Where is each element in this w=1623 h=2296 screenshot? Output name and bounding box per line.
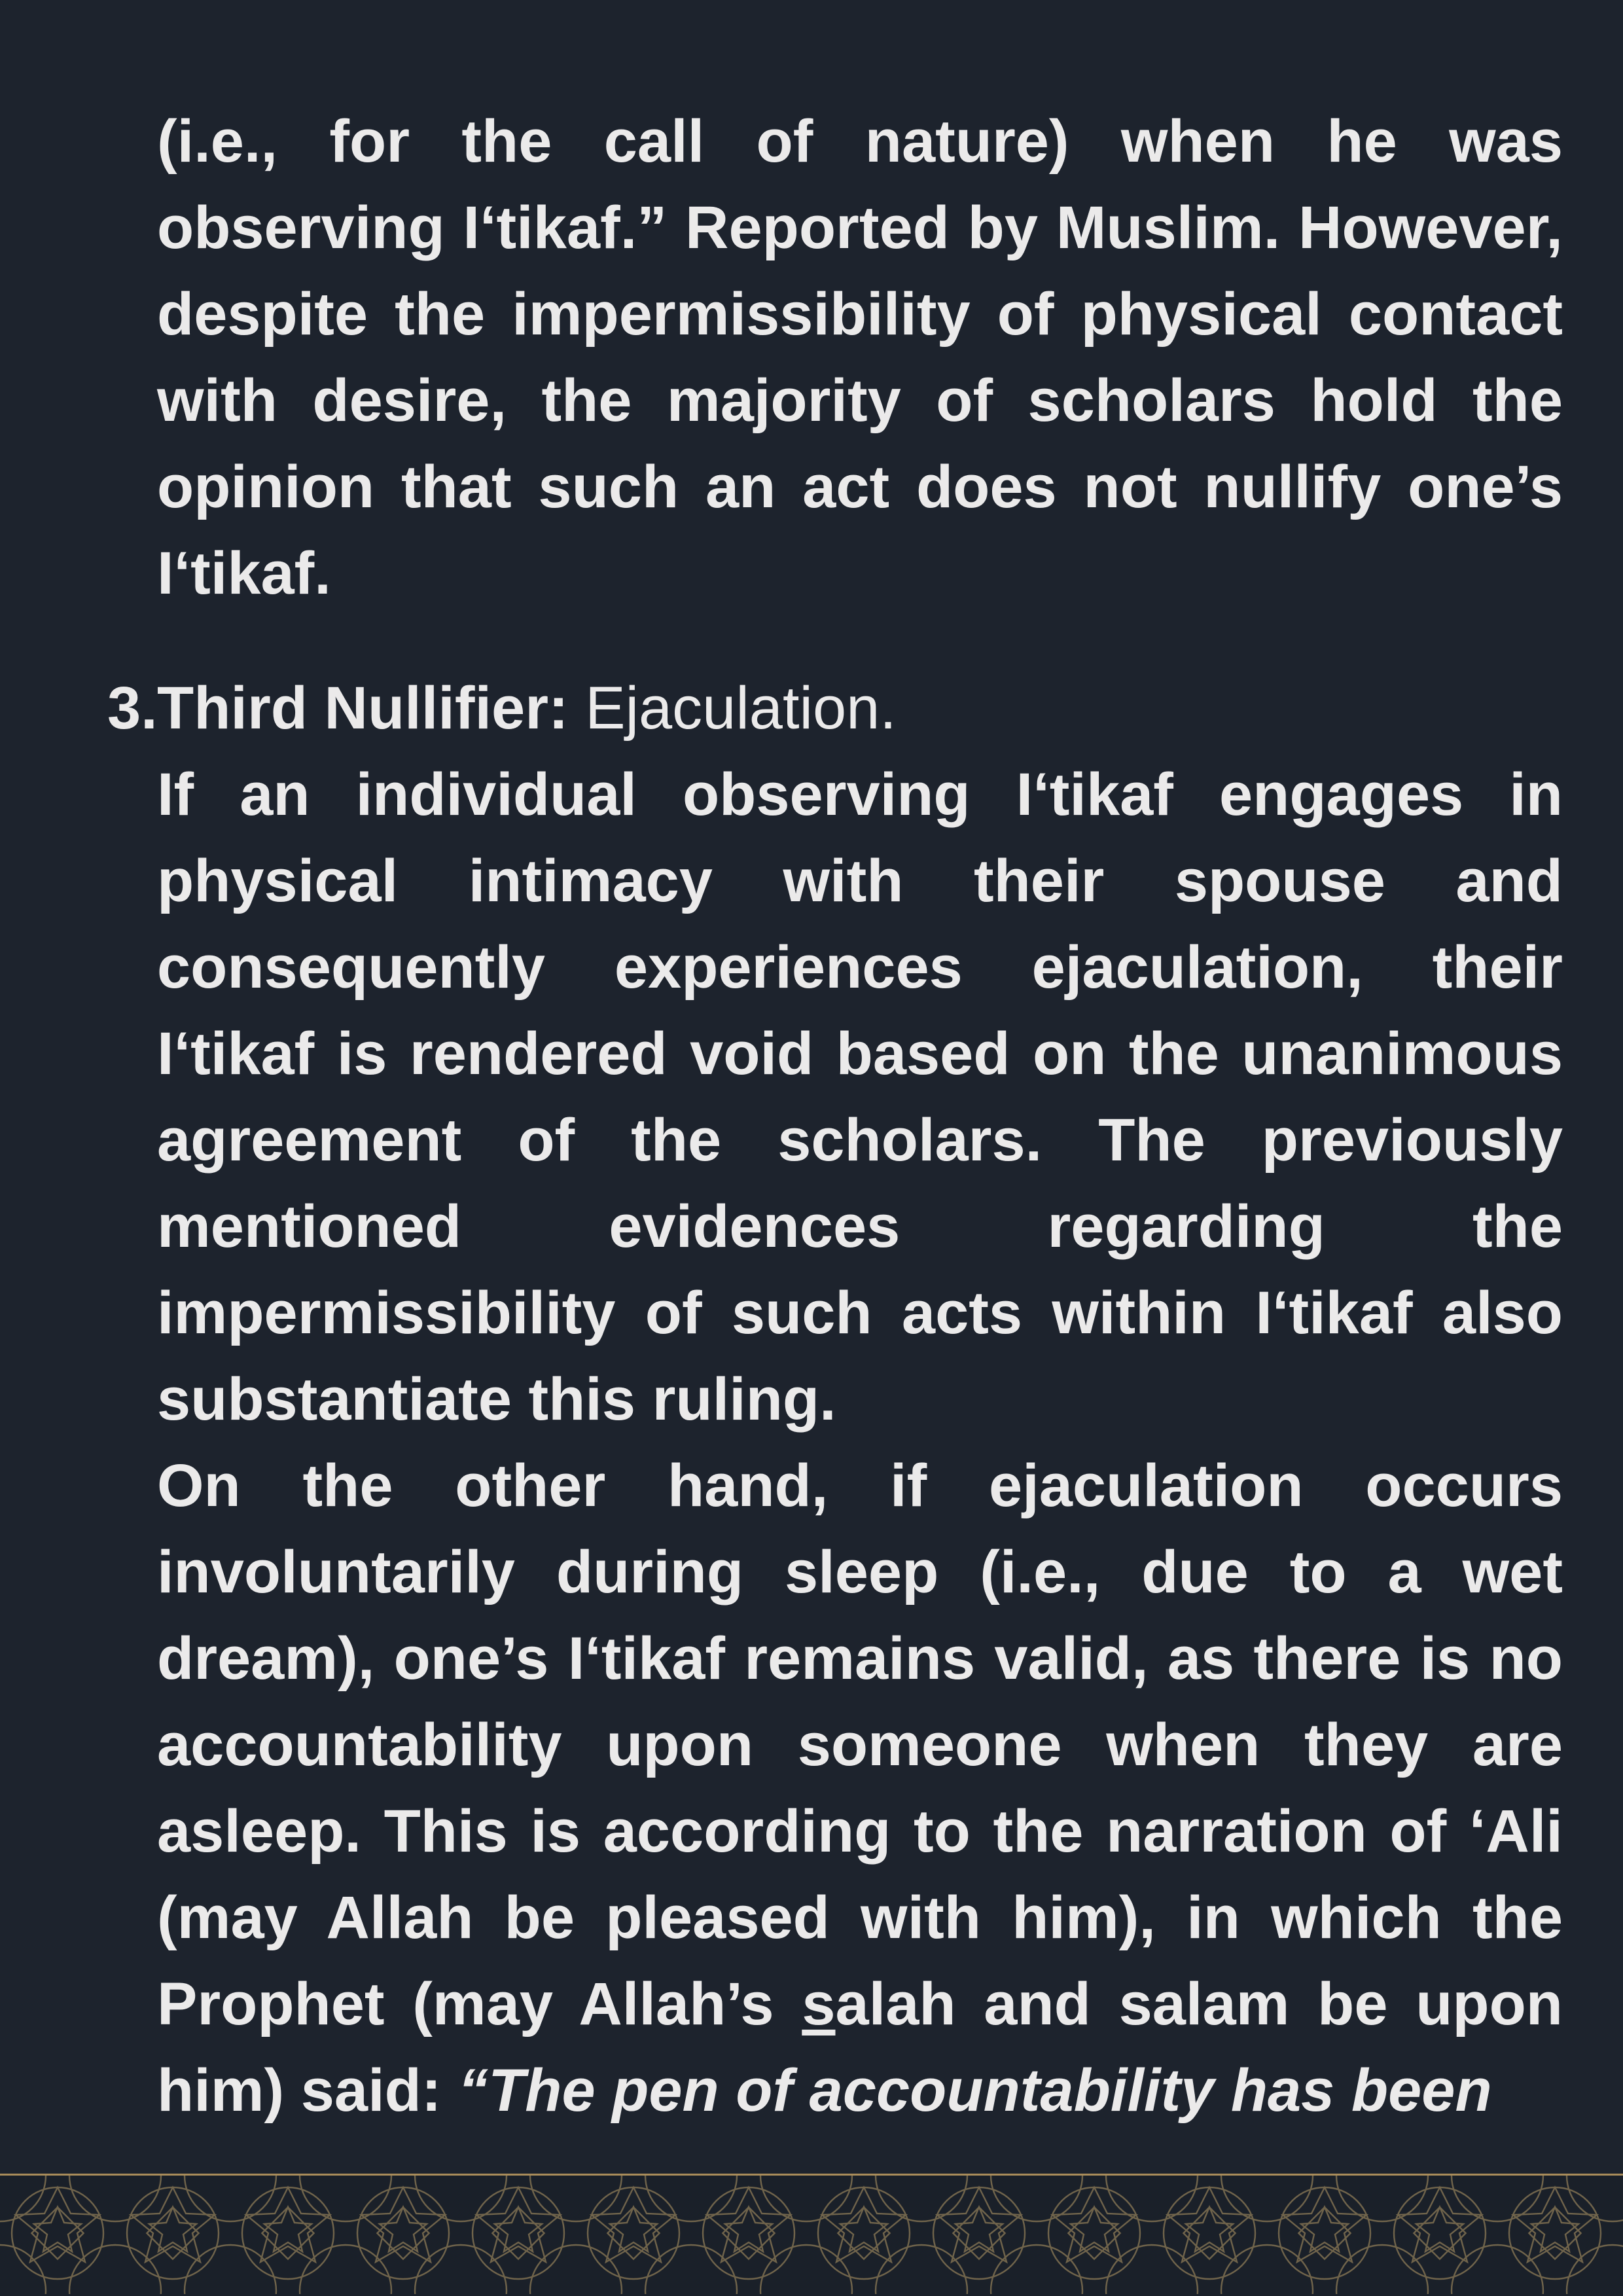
footer-ornament-band	[0, 2174, 1623, 2296]
section-number: 3.	[107, 675, 158, 742]
paragraph-involuntary-text-cont: alah and salam be upon him) said:	[157, 1971, 1563, 2124]
page-body	[107, 98, 1563, 2134]
transliteration-underlined-letter: s	[802, 1971, 836, 2037]
paragraph-involuntary	[157, 1443, 1563, 2134]
paragraph-ejaculation-ruling: If an individual observing I‘tikaf engages in physical intimacy with their spouse and consequently experiences ejaculation, their I‘tikaf is rendered void based on the unanimous agreement of the scholars. The previously mentioned evidences regarding the impermissibility of such acts within I‘tikaf also substantiate this ruling.	[157, 761, 1563, 1433]
geometric-pattern-icon	[0, 2176, 1623, 2294]
section-title-bold: Third Nullifier:	[157, 675, 569, 742]
section-title-rest: Ejaculation.	[568, 675, 897, 742]
section-heading-third-nullifier	[107, 665, 1563, 751]
section-title	[157, 675, 897, 742]
paragraph-continuation: (i.e., for the call of nature) when he was observing I‘tikaf.” Reported by Muslim. However, despite the impermissibility of physical contact with desire, the majority of scholars hold the opinion that such an act does not nullify one’s I‘tikaf.	[157, 108, 1563, 607]
hadith-quote: “The pen of accountability has been	[458, 2057, 1492, 2124]
ornament-fill	[0, 2176, 1623, 2294]
paragraph-involuntary-text: On the other hand, if ejaculation occurs involuntarily during sleep (i.e., due to a wet dream), one’s I‘tikaf remains valid, as there is no accountability upon someone when they are asleep. This is according to the narration of ‘Ali (may Allah be pleased with him), in which the Prophet (may Allah’s	[157, 1452, 1563, 2037]
